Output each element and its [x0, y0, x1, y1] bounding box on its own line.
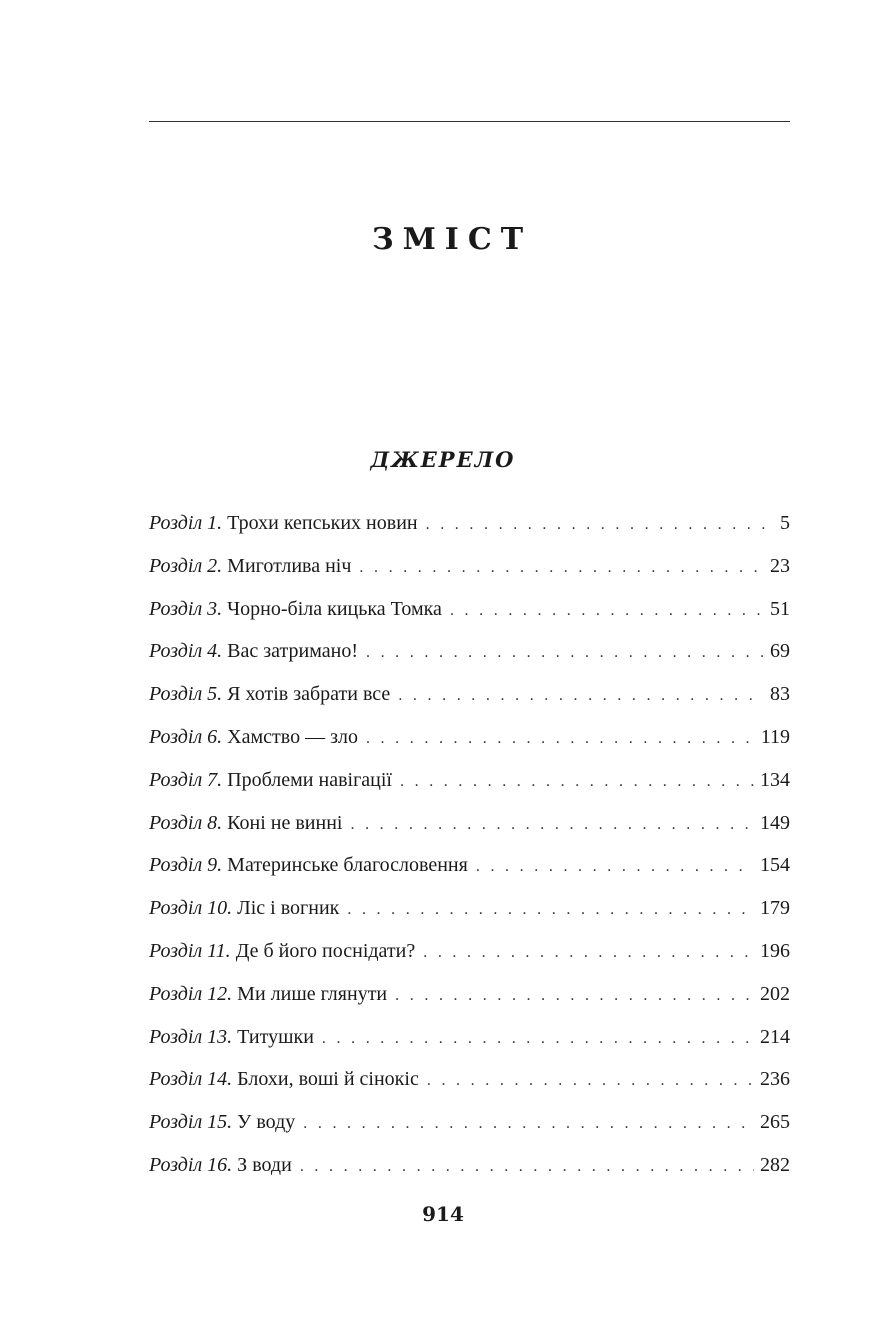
chapter-title: Ми лише глянути — [237, 982, 388, 1005]
chapter-page-number: 51 — [770, 597, 790, 620]
toc-entry[interactable] — [149, 636, 790, 679]
chapter-label: Розділ 3. — [149, 597, 223, 620]
toc-entry[interactable] — [149, 508, 790, 551]
chapter-title: Блохи, воші й сінокіс — [237, 1068, 419, 1091]
chapter-title: Миготлива ніч — [227, 554, 352, 577]
chapter-title: Вас затримано! — [227, 640, 358, 663]
chapter-page-number: 202 — [760, 982, 790, 1005]
toc-entry[interactable] — [149, 936, 790, 979]
dot-leader — [300, 1152, 754, 1182]
page-number: 914 — [422, 1202, 464, 1226]
chapter-page-number: 282 — [760, 1153, 790, 1176]
chapter-title: Я хотів забрати все — [227, 683, 391, 706]
chapter-page-number: 69 — [770, 640, 790, 663]
chapter-page-number: 23 — [770, 554, 790, 577]
chapter-page-number: 236 — [760, 1068, 790, 1091]
dot-leader — [400, 767, 754, 797]
dot-leader — [450, 596, 764, 626]
chapter-page-number: 119 — [760, 725, 790, 748]
chapter-label: Розділ 7. — [149, 768, 223, 791]
toc-entry[interactable] — [149, 722, 790, 765]
chapter-page-number: 179 — [760, 897, 790, 920]
dot-leader — [322, 1024, 754, 1054]
toc-entry[interactable] — [149, 850, 790, 893]
chapter-label: Розділ 9. — [149, 854, 223, 877]
chapter-label: Розділ 14. — [149, 1068, 233, 1091]
chapter-label: Розділ 1. — [149, 512, 223, 534]
dot-leader — [366, 638, 764, 668]
chapter-label: Розділ 11. — [149, 939, 231, 962]
toc-entry[interactable] — [149, 1022, 790, 1065]
chapter-label: Розділ 4. — [149, 640, 223, 663]
toc-entry[interactable] — [149, 679, 790, 722]
page-title: ЗМІСТ — [371, 222, 533, 257]
toc-entry[interactable] — [149, 594, 790, 637]
table-of-contents — [149, 508, 790, 1193]
dot-leader — [359, 553, 764, 583]
chapter-label: Розділ 16. — [149, 1153, 233, 1176]
chapter-page-number: 149 — [760, 811, 790, 834]
dot-leader — [398, 681, 764, 711]
chapter-title: Хамство — зло — [227, 725, 358, 748]
chapter-page-number: 134 — [760, 768, 790, 791]
chapter-label: Розділ 8. — [149, 811, 223, 834]
chapter-label: Розділ 6. — [149, 725, 223, 748]
chapter-page-number: 83 — [770, 683, 790, 706]
toc-entry[interactable] — [149, 808, 790, 851]
chapter-page-number: 214 — [760, 1025, 790, 1048]
toc-entry[interactable] — [149, 765, 790, 808]
dot-leader — [476, 852, 754, 882]
section-title: ДЖЕРЕЛО — [370, 447, 516, 472]
chapter-title: У воду — [237, 1111, 296, 1134]
toc-entry[interactable] — [149, 551, 790, 594]
chapter-label: Розділ 2. — [149, 554, 223, 577]
chapter-label: Розділ 12. — [149, 982, 233, 1005]
chapter-page-number: 154 — [760, 854, 790, 877]
dot-leader — [395, 981, 754, 1011]
toc-entry[interactable] — [149, 1064, 790, 1107]
dot-leader — [426, 510, 774, 540]
dot-leader — [366, 724, 755, 754]
toc-entry[interactable] — [149, 979, 790, 1022]
chapter-title: Титушки — [237, 1025, 314, 1048]
dot-leader — [423, 938, 754, 968]
top-rule — [149, 121, 790, 122]
dot-leader — [427, 1066, 754, 1096]
dot-leader — [350, 810, 754, 840]
chapter-title: Материнське благословення — [227, 854, 468, 877]
chapter-label: Розділ 10. — [149, 897, 233, 920]
toc-entry[interactable] — [149, 1107, 790, 1150]
chapter-page-number: 265 — [760, 1111, 790, 1134]
chapter-title: Чорно-біла кицька Томка — [227, 597, 442, 620]
chapter-title: Ліс і вогник — [237, 897, 340, 920]
dot-leader — [347, 895, 754, 925]
chapter-label: Розділ 5. — [149, 683, 223, 706]
chapter-title: З води — [237, 1153, 292, 1176]
chapter-page-number: 196 — [760, 939, 790, 962]
dot-leader — [303, 1109, 754, 1139]
chapter-label: Розділ 15. — [149, 1111, 233, 1134]
toc-entry[interactable] — [149, 893, 790, 936]
chapter-title: Проблеми навігації — [227, 768, 392, 791]
toc-entry[interactable] — [149, 1150, 790, 1193]
chapter-title: Трохи кепських новин — [227, 512, 418, 534]
chapter-page-number: 5 — [780, 512, 790, 534]
chapter-title: Де б його поснідати? — [235, 939, 416, 962]
chapter-title: Коні не винні — [227, 811, 343, 834]
chapter-label: Розділ 13. — [149, 1025, 233, 1048]
